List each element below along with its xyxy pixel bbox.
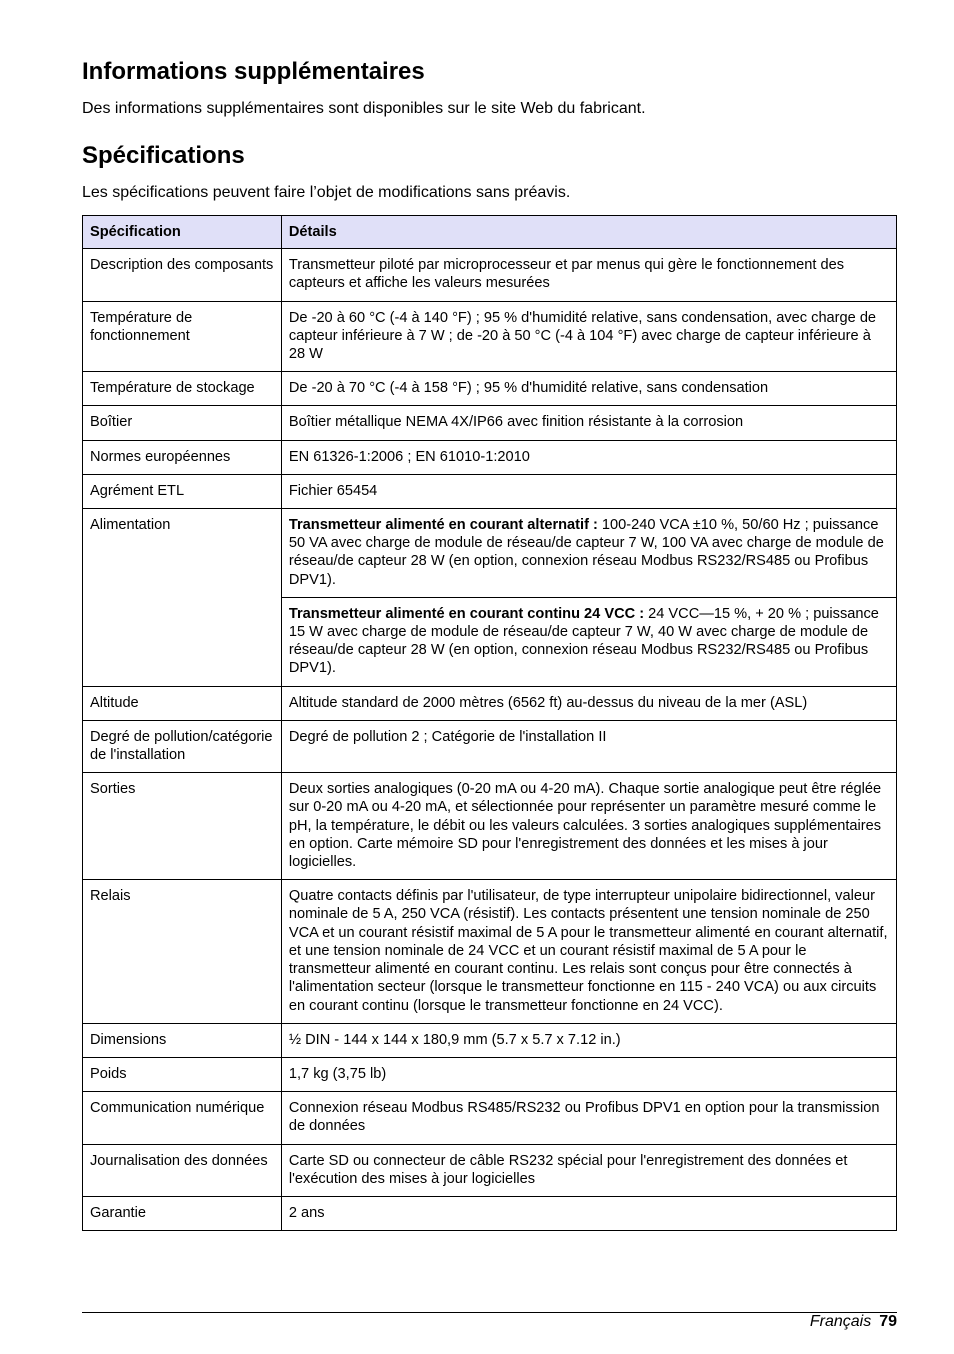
details-cell: De -20 à 60 °C (-4 à 140 °F) ; 95 % d'humidité relative, sans condensation, avec charge de capteur inférieure à 7 W ; de -20 à 50 °C (-4 à 104 °F) avec charge de capteur inférieure à 28 W [281, 301, 896, 372]
spec-cell: Alimentation [83, 509, 282, 687]
header-details: Détails [281, 216, 896, 249]
ac-label: Transmetteur alimenté en courant alternatif : [288, 517, 598, 534]
spec-cell: Normes européennes [83, 440, 282, 474]
details-cell: ½ DIN - 144 x 144 x 180,9 mm (5.7 x 5.7 x 7.12 in.) [281, 1023, 896, 1057]
details-cell: Boîtier métallique NEMA 4X/IP66 avec finition résistante à la corrosion [281, 406, 896, 440]
table-row [83, 1092, 897, 1144]
section-text-informations: Des informations supplémentaires sont disponibles sur le site Web du fabricant. [82, 100, 646, 117]
spec-cell: Température de fonctionnement [83, 301, 282, 372]
details-cell: Fichier 65454 [281, 474, 896, 508]
table-row [83, 1144, 897, 1196]
section-title-informations: Informations supplémentaires [82, 58, 425, 85]
ac-text: 100-240 VCA ±10 %, 50/60 Hz ; puissance 50 VA avec charge de module de réseau/de capteur 7 W, 100 VA avec charge de module de réseau/de capteur 28 W (en option, connexion réseau Modbus RS232/RS485 ou Profibus DPV1). [288, 517, 884, 588]
table-row [83, 249, 897, 301]
details-cell: Transmetteur piloté par microprocesseur et par menus qui gère le fonctionnement des capteurs et affiche les valeurs mesurées [281, 249, 896, 301]
footer-language: Français [809, 1313, 872, 1330]
details-cell: Connexion réseau Modbus RS485/RS232 ou Profibus DPV1 en option pour la transmission de données [281, 1092, 896, 1144]
spec-cell: Journalisation des données [83, 1144, 282, 1196]
table-row [83, 1023, 897, 1057]
spec-cell: Description des composants [83, 249, 282, 301]
table-row [83, 880, 897, 1023]
spec-cell: Température de stockage [83, 372, 282, 406]
dc-label: Transmetteur alimenté en courant continu 24 VCC : [288, 605, 645, 622]
table-row [83, 372, 897, 406]
spec-cell: Altitude [83, 686, 282, 720]
section-text-specifications: Les spécifications peuvent faire l’objet de modifications sans préavis. [82, 184, 571, 201]
dc-text: 24 VCC—15 %, + 20 % ; puissance 15 W avec charge de module de réseau/de capteur 7 W, 40 W avec charge de module de réseau/de capteur 28 W (en option, connexion réseau Modbus RS232/RS485 ou Profibus DPV1). [288, 605, 879, 677]
details-cell-ac [281, 509, 896, 598]
spec-cell: Poids [83, 1057, 282, 1091]
page-number: 79 [879, 1313, 897, 1330]
section-title-specifications: Spécifications [82, 142, 245, 169]
spec-cell: Garantie [83, 1196, 282, 1230]
footer-divider [82, 1312, 897, 1313]
details-cell: De -20 à 70 °C (-4 à 158 °F) ; 95 % d'humidité relative, sans condensation [281, 372, 896, 406]
spec-cell: Sorties [83, 773, 282, 880]
table-header-row [83, 216, 897, 249]
details-cell: Quatre contacts définis par l'utilisateur, de type interrupteur unipolaire bidirectionnel, valeur nominale de 5 A, 250 VCA (résistif). Les contacts présentent une tension nominale de 250 VCA et un courant résistif maximal de 5 A pour le transmetteur alimenté en courant alternatif, et une tension nominale de 24 VCC et un courant résistif maximal de 5 A pour le transmetteur alimenté en courant continu. Les relais sont conçus pour être connectés à l'alimentation secteur (lorsque le transmetteur fonctionne en 115 - 240 VCA) ou aux circuits en courant continu (lorsque le transmetteur fonctionne en 24 VCC). [281, 880, 896, 1023]
spec-cell: Boîtier [83, 406, 282, 440]
table-row [83, 686, 897, 720]
table-row [83, 1057, 897, 1091]
details-cell: EN 61326-1:2006 ; EN 61010-1:2010 [281, 440, 896, 474]
spec-cell: Relais [83, 880, 282, 1023]
spec-cell: Dimensions [83, 1023, 282, 1057]
details-cell: 2 ans [281, 1196, 896, 1230]
details-cell: Degré de pollution 2 ; Catégorie de l'installation II [281, 720, 896, 772]
details-cell: Carte SD ou connecteur de câble RS232 spécial pour l'enregistrement des données et l'exécution des mises à jour logicielles [281, 1144, 896, 1196]
specifications-table [82, 215, 897, 1231]
table-row [83, 474, 897, 508]
details-cell: 1,7 kg (3,75 lb) [281, 1057, 896, 1091]
details-cell: Deux sorties analogiques (0-20 mA ou 4-20 mA). Chaque sortie analogique peut être réglée sur 0-20 mA ou 4-20 mA, et sélectionnée pour représenter un paramètre mesuré comme le pH, la température, le débit ou les valeurs calculées. 3 sorties analogiques supplémentaires en option. Carte mémoire SD pour l'enregistrement des données et les mises à jour logicielles. [281, 773, 896, 880]
table-row [83, 773, 897, 880]
page-footer [810, 1312, 897, 1332]
details-cell: Altitude standard de 2000 mètres (6562 ft) au-dessus du niveau de la mer (ASL) [281, 686, 896, 720]
table-row [83, 720, 897, 772]
table-row [83, 509, 897, 598]
table-row [83, 440, 897, 474]
details-cell-dc [281, 597, 896, 686]
table-row [83, 406, 897, 440]
header-specification: Spécification [83, 216, 282, 249]
table-row [83, 1196, 897, 1230]
spec-cell: Degré de pollution/catégorie de l'installation [83, 720, 282, 772]
spec-cell: Communication numérique [83, 1092, 282, 1144]
table-row [83, 301, 897, 372]
spec-cell: Agrément ETL [83, 474, 282, 508]
